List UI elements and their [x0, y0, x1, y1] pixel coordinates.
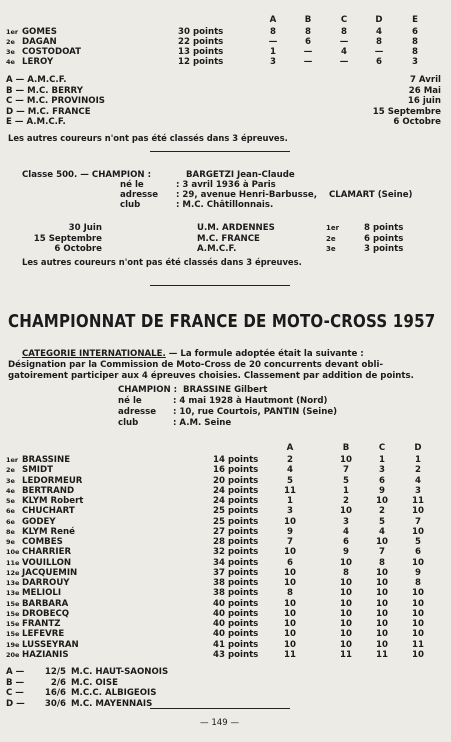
points: 25 points: [213, 516, 259, 527]
rider-name: HAZIANIS: [22, 649, 69, 660]
score-cell: 7: [379, 547, 385, 558]
event-letter: D —: [6, 698, 25, 709]
rider-name: CHUCHART: [22, 506, 75, 517]
rank: 15e: [6, 630, 20, 639]
score-cell: 6: [415, 547, 421, 558]
event-date: 12/5: [44, 667, 66, 677]
score-cell: 10: [340, 588, 352, 599]
score-cell: 4: [287, 465, 293, 476]
score-cell: 7: [415, 516, 421, 527]
result-place: 2e: [326, 234, 336, 243]
score-cell: 6: [379, 475, 385, 486]
points: 32 points: [213, 547, 259, 558]
main-col-header: C: [378, 443, 386, 453]
score-cell: 1: [287, 496, 293, 506]
main-title: CHAMPIONNAT DE FRANCE DE MOTO-CROSS 1957: [8, 312, 436, 332]
event-letter: C — M.C. PROVINOIS: [6, 96, 105, 106]
score-cell: 2: [379, 506, 385, 517]
points: 38 points: [213, 588, 259, 599]
score-cell: 10: [340, 506, 352, 517]
classe500-born-label: né le: [120, 180, 144, 190]
top-col-header: C: [340, 15, 348, 25]
result-points: 6 points: [364, 233, 404, 244]
result-date: 15 Septembre: [33, 233, 102, 244]
score-cell: 9: [287, 526, 293, 537]
points: 13 points: [178, 47, 224, 57]
event-letter: E — A.M.C.F.: [6, 117, 66, 127]
result-club: A.M.C.F.: [197, 244, 237, 254]
event-letter-text: A: [6, 667, 13, 677]
event-club: M.C. PROVINOIS: [26, 96, 105, 106]
score-cell: 8: [379, 557, 385, 568]
rider-name: CHARRIER: [22, 547, 72, 558]
result-points: 3 points: [364, 244, 404, 254]
event-date: 30/6: [44, 698, 66, 709]
intl-born-label: né le: [118, 396, 142, 406]
points: 43 points: [213, 649, 259, 660]
classe500-club-label: club: [120, 200, 141, 210]
score-cell: 10: [284, 547, 296, 558]
intl-champion: BRASSINE Gilbert: [183, 385, 268, 395]
score-cell: 10: [284, 639, 296, 650]
rider-name: BRASSINE: [22, 455, 71, 465]
result-points: 8 points: [364, 223, 404, 233]
rider-name: VOUILLON: [22, 557, 72, 568]
event-club: M.C. OISE: [71, 677, 118, 688]
event-date: 7 Avril: [409, 75, 441, 85]
score-cell: 1: [343, 485, 349, 496]
rank: 1er: [6, 28, 19, 36]
top-col-header: A: [269, 15, 277, 25]
intl-line3: gatoirement participer aux 4 épreuves choisies. Classement par addition de points.: [8, 371, 414, 381]
event-letter-text: B: [6, 85, 13, 96]
score-cell: 10: [340, 578, 352, 588]
main-col-header: B: [342, 443, 350, 453]
result-club: U.M. ARDENNES: [197, 223, 275, 233]
rank: 9e: [6, 538, 15, 546]
score-cell: 10: [376, 537, 388, 547]
score-cell: 9: [343, 547, 349, 558]
score-cell: 1: [415, 455, 421, 465]
score-cell: 8: [412, 47, 418, 57]
score-cell: 10: [376, 629, 388, 640]
score-cell: 10: [340, 598, 352, 609]
rank: 13e: [6, 579, 20, 587]
intl-address-label: adresse: [118, 407, 157, 417]
event-letter: A —: [6, 667, 25, 677]
points: 24 points: [213, 485, 259, 496]
rider-name: DAGAN: [22, 37, 57, 47]
rider-name: FRANTZ: [22, 619, 61, 629]
score-cell: 10: [284, 516, 296, 527]
intl-club-label: club: [118, 418, 139, 428]
event-letter-text: A: [6, 75, 13, 85]
points: 40 points: [213, 598, 259, 609]
score-cell: 5: [415, 537, 421, 547]
separator-2: [150, 285, 290, 286]
rider-name: SMIDT: [22, 465, 53, 476]
rank: 2e: [6, 466, 15, 475]
score-cell: 3: [287, 506, 293, 517]
points: 41 points: [213, 639, 259, 650]
result-date: 30 Juin: [68, 223, 102, 233]
event-letter-text: B: [6, 677, 13, 688]
event-letter: B — M.C. BERRY: [6, 85, 83, 96]
event-date: 26 Mai: [408, 85, 441, 96]
score-cell: 8: [343, 567, 349, 578]
score-cell: —: [339, 37, 349, 47]
score-cell: 2: [343, 496, 349, 506]
classe500-intro: [22, 170, 151, 180]
score-cell: 4: [343, 526, 349, 537]
score-cell: 6: [412, 27, 418, 37]
points: 37 points: [213, 567, 259, 578]
separator-1: [150, 151, 290, 152]
rider-name: LEROY: [22, 57, 54, 67]
rider-name: COSTODOAT: [22, 47, 82, 57]
event-letter-text: D: [6, 698, 14, 709]
event-club: M.C. HAUT-SAONOIS: [71, 667, 169, 677]
score-cell: 1: [379, 455, 385, 465]
rider-name: JACQUEMIN: [22, 567, 78, 578]
score-cell: 2: [415, 465, 421, 476]
score-cell: —: [339, 57, 349, 67]
score-cell: 7: [287, 537, 293, 547]
result-date: 6 Octobre: [54, 244, 102, 254]
score-cell: 8: [412, 37, 418, 47]
event-club: A.M.C.F.: [27, 75, 67, 85]
rider-name: DARROUY: [22, 578, 70, 588]
points: 40 points: [213, 629, 259, 640]
top-col-header: B: [304, 15, 312, 25]
score-cell: 10: [284, 598, 296, 609]
score-cell: 8: [270, 27, 276, 37]
score-cell: 10: [412, 649, 424, 660]
points: 38 points: [213, 578, 259, 588]
score-cell: 9: [379, 485, 385, 496]
classe500-born: : 3 avril 1936 à Paris: [176, 180, 276, 190]
rank: 5e: [6, 497, 15, 505]
score-cell: 10: [412, 608, 424, 619]
score-cell: 10: [376, 578, 388, 588]
separator-3: [150, 708, 290, 709]
score-cell: 10: [340, 557, 352, 568]
score-cell: 4: [341, 47, 347, 57]
rank: 10e: [6, 548, 20, 557]
score-cell: 3: [343, 516, 349, 527]
event-letter: C —: [6, 688, 24, 698]
score-cell: 10: [412, 629, 424, 640]
points: 20 points: [213, 475, 259, 486]
intl-heading: [22, 349, 364, 359]
score-cell: 10: [340, 455, 352, 465]
score-cell: 3: [412, 57, 418, 67]
score-cell: 10: [340, 608, 352, 619]
score-cell: 3: [415, 485, 421, 496]
rank: 20e: [6, 650, 20, 659]
points: 12 points: [178, 57, 224, 67]
intl-born: : 4 mai 1928 à Hautmont (Nord): [173, 396, 328, 406]
event-letter: A — A.M.C.F.: [6, 75, 67, 85]
score-cell: 10: [412, 506, 424, 517]
classe500-address-label: adresse: [120, 190, 159, 200]
points: 16 points: [213, 465, 259, 476]
rider-name: BARBARA: [22, 598, 69, 609]
rank: 19e: [6, 640, 20, 649]
rider-name: KLYM René: [22, 526, 75, 537]
rank: 4e: [6, 58, 15, 66]
rider-name: COMBES: [22, 537, 63, 547]
score-cell: 2: [287, 455, 293, 465]
event-letter: D — M.C. FRANCE: [6, 106, 91, 117]
rider-name: DROBECQ: [22, 608, 70, 619]
score-cell: 6: [376, 57, 382, 67]
intl-champion-label: CHAMPION :: [118, 385, 178, 395]
classe500-label: Classe 500. — CHAMPION :: [22, 170, 152, 180]
rank: 15e: [6, 609, 20, 618]
rank: 8e: [6, 527, 15, 536]
classe500-city: CLAMART (Seine): [329, 190, 413, 200]
rank: 11e: [6, 558, 20, 567]
score-cell: 10: [340, 639, 352, 650]
classe500-address: : 29, avenue Henri-Barbusse,: [176, 190, 317, 200]
points: 24 points: [213, 496, 259, 506]
points: 40 points: [213, 619, 259, 629]
rider-name: GODEY: [22, 516, 56, 527]
score-cell: 10: [412, 598, 424, 609]
score-cell: 11: [412, 639, 424, 650]
score-cell: 11: [284, 649, 296, 660]
score-cell: 4: [415, 475, 421, 486]
rank: 13e: [6, 589, 20, 598]
event-club: M.C.C. ALBIGEOIS: [71, 688, 157, 698]
event-date: 16 juin: [407, 96, 441, 106]
score-cell: 11: [376, 649, 388, 660]
score-cell: 8: [287, 588, 293, 599]
event-letter-text: C: [6, 688, 13, 698]
score-cell: 10: [284, 578, 296, 588]
score-cell: 11: [340, 649, 352, 660]
rank: 3e: [6, 48, 15, 56]
score-cell: 10: [376, 619, 388, 629]
event-letter-text: D: [6, 106, 14, 117]
score-cell: 4: [379, 526, 385, 537]
rank: 6e: [6, 517, 15, 526]
score-cell: 10: [412, 526, 424, 537]
score-cell: 6: [287, 557, 293, 568]
score-cell: 10: [284, 629, 296, 640]
main-col-header: A: [286, 443, 294, 453]
score-cell: 10: [412, 619, 424, 629]
score-cell: 10: [284, 619, 296, 629]
score-cell: 10: [376, 639, 388, 650]
score-cell: 4: [376, 27, 382, 37]
result-place: 3e: [326, 245, 336, 253]
points: 30 points: [178, 27, 224, 37]
main-col-header: D: [414, 443, 422, 453]
intl-line2: Désignation par la Commission de Moto-Cross de 20 concurrents devant obli-: [8, 360, 384, 370]
score-cell: 10: [376, 608, 388, 619]
intl-line1-rest: — La formule adoptée était la suivante :: [165, 349, 364, 359]
rider-name: LEFEVRE: [22, 629, 65, 640]
score-cell: 3: [379, 465, 385, 476]
event-club: M.C. BERRY: [27, 85, 83, 96]
points: 28 points: [213, 537, 259, 547]
score-cell: 10: [376, 588, 388, 599]
classe500-note: Les autres coureurs n'ont pas été classés dans 3 épreuves.: [22, 257, 302, 267]
score-cell: 1: [270, 47, 276, 57]
score-cell: 6: [305, 37, 311, 47]
top-col-header: E: [412, 15, 418, 25]
score-cell: 9: [415, 567, 421, 578]
score-cell: 5: [287, 475, 293, 486]
score-cell: —: [374, 47, 384, 57]
score-cell: 3: [270, 57, 276, 67]
rank: 3e: [6, 476, 15, 485]
score-cell: 8: [376, 37, 382, 47]
score-cell: 6: [343, 537, 349, 547]
score-cell: —: [303, 47, 313, 57]
score-cell: 8: [415, 578, 421, 588]
points: 22 points: [178, 37, 224, 47]
score-cell: 11: [284, 485, 296, 496]
event-letter-text: C: [6, 96, 13, 106]
event-date: 15 Septembre: [372, 106, 441, 117]
note-top: Les autres coureurs n'ont pas été classés dans 3 épreuves.: [8, 133, 288, 143]
rank: 1er: [6, 456, 19, 464]
score-cell: 10: [284, 608, 296, 619]
score-cell: 5: [379, 516, 385, 527]
score-cell: 5: [343, 475, 349, 486]
intl-address: : 10, rue Courtois, PANTIN (Seine): [173, 407, 338, 417]
points: 14 points: [213, 455, 259, 465]
score-cell: 10: [340, 619, 352, 629]
event-date: 2/6: [50, 677, 66, 688]
top-col-header: D: [375, 15, 383, 25]
event-club: M.C. FRANCE: [27, 106, 91, 117]
event-club: M.C. MAYENNAIS: [71, 698, 153, 709]
score-cell: —: [268, 37, 278, 47]
intl-club: : A.M. Seine: [173, 418, 232, 428]
points: 40 points: [213, 608, 259, 619]
points: 27 points: [213, 526, 259, 537]
rider-name: MELIOLI: [22, 588, 62, 599]
result-place: 1er: [326, 224, 340, 232]
event-letter: B —: [6, 677, 25, 688]
score-cell: 10: [412, 588, 424, 599]
page-number: — 149 —: [200, 718, 240, 728]
event-letter-text: E: [6, 117, 12, 127]
score-cell: 10: [284, 567, 296, 578]
event-date: 6 Octobre: [393, 117, 441, 127]
rank: 15e: [6, 620, 20, 628]
score-cell: 11: [412, 496, 424, 506]
classe500-champion: BARGETZI Jean-Claude: [186, 170, 295, 180]
score-cell: 10: [412, 557, 424, 568]
rider-name: GOMES: [22, 27, 57, 37]
score-cell: 10: [376, 496, 388, 506]
score-cell: 8: [341, 27, 347, 37]
points: 25 points: [213, 506, 259, 517]
classe500-club: : M.C. Châtillonnais.: [176, 200, 274, 210]
score-cell: —: [303, 57, 313, 67]
event-date: 16/6: [44, 688, 66, 698]
rank: 4e: [6, 486, 15, 495]
event-club: A.M.C.F.: [26, 117, 66, 127]
rank: 2e: [6, 38, 15, 46]
score-cell: 10: [376, 598, 388, 609]
rider-name: KLYM Robert: [22, 496, 84, 506]
score-cell: 10: [376, 567, 388, 578]
result-club: M.C. FRANCE: [197, 233, 260, 244]
score-cell: 7: [343, 465, 349, 476]
rank: 6e: [6, 507, 15, 516]
rank: 12e: [6, 568, 20, 577]
rider-name: BERTRAND: [22, 485, 75, 496]
rider-name: LEDORMEUR: [22, 475, 83, 486]
intl-category: CATEGORIE INTERNATIONALE.: [22, 349, 166, 359]
score-cell: 10: [340, 629, 352, 640]
rank: 15e: [6, 599, 20, 608]
points: 34 points: [213, 557, 259, 568]
score-cell: 8: [305, 27, 311, 37]
rider-name: LUSSEYRAN: [22, 639, 79, 650]
